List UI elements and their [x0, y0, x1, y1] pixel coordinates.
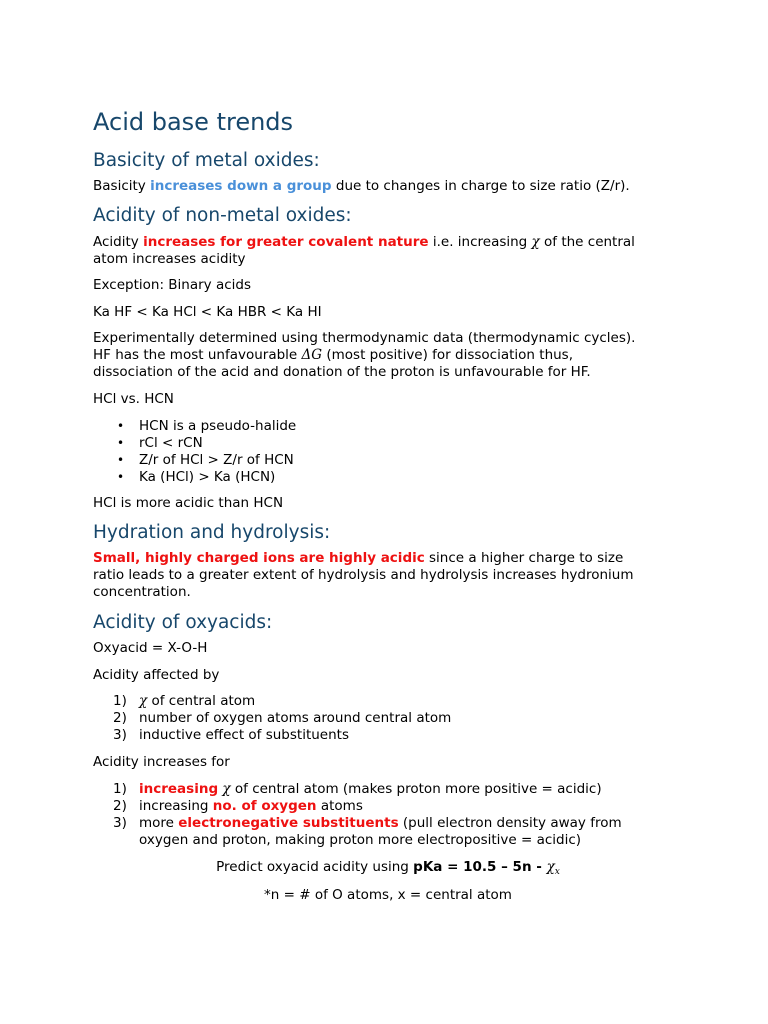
text: concentration.	[93, 584, 191, 600]
paragraph-oxyacid-definition: Oxyacid = X-O-H	[93, 640, 208, 656]
chi-symbol: χ	[546, 859, 555, 875]
numbered-list-factors	[93, 693, 683, 744]
list-item	[93, 469, 683, 486]
paragraph-hcl-vs-hcn: HCl vs. HCN	[93, 391, 174, 407]
paragraph-acidity-increases: Acidity increases for	[93, 754, 230, 770]
list-number: 1)	[113, 693, 127, 709]
formula-note: *n = # of O atoms, x = central atom	[264, 887, 512, 903]
text: atoms	[316, 798, 363, 814]
bullet-list	[93, 418, 683, 486]
highlight-text: increases down a group	[150, 178, 332, 194]
text: HF has the most unfavourable	[93, 347, 302, 363]
list-item	[93, 727, 683, 744]
text: (pull electron density away from	[398, 815, 622, 831]
chi-symbol: χ	[531, 234, 540, 250]
text: i.e. increasing	[428, 234, 532, 250]
text: Z/r of HCl > Z/r of HCN	[139, 452, 294, 468]
text: number of oxygen atoms around central atom	[139, 710, 452, 726]
page-title: Acid base trends	[93, 108, 294, 136]
text: Predict oxyacid acidity using	[216, 859, 414, 875]
subscript: x	[554, 867, 560, 877]
list-item	[93, 452, 683, 469]
text: Ka (HCl) > Ka (HCN)	[139, 469, 276, 485]
paragraph-acidity-affected: Acidity affected by	[93, 667, 220, 683]
text: ratio leads to a greater extent of hydrolysis and hydrolysis increases hydronium	[93, 567, 634, 583]
paragraph-basicity	[93, 178, 683, 195]
highlight-text: electronegative substituents	[178, 815, 399, 831]
text: due to changes in charge to size ratio (Z/r).	[331, 178, 630, 194]
text: oxygen and proton, making proton more electropositive = acidic)	[139, 832, 582, 848]
bullet-icon: •	[117, 453, 125, 467]
numbered-list-increases	[93, 781, 683, 849]
chi-symbol: χ	[222, 781, 231, 797]
bullet-icon: •	[117, 436, 125, 450]
bullet-icon: •	[117, 470, 125, 484]
text: of the central	[539, 234, 635, 250]
highlight-text: increasing	[139, 781, 219, 797]
text: (most positive) for dissociation thus,	[322, 347, 574, 363]
paragraph-ka-order: Ka HF < Ka HCl < Ka HBR < Ka HI	[93, 304, 322, 320]
text: atom increases acidity	[93, 251, 246, 267]
text: rCl < rCN	[139, 435, 203, 451]
text: increasing	[139, 798, 213, 814]
formula-line	[93, 859, 683, 881]
heading-acidity-oxyacids: Acidity of oxyacids:	[93, 612, 273, 633]
list-item	[93, 710, 683, 727]
text: inductive effect of substituents	[139, 727, 349, 743]
paragraph-acidity-covalent	[93, 234, 683, 268]
formula: pKa = 10.5 – 5n -	[413, 859, 547, 875]
list-number: 3)	[113, 815, 127, 831]
heading-hydration-hydrolysis: Hydration and hydrolysis:	[93, 522, 331, 543]
list-item	[93, 435, 683, 452]
paragraph-thermodynamic	[93, 330, 683, 381]
list-number: 2)	[113, 798, 127, 814]
list-item	[93, 798, 683, 815]
paragraph-hcl-conclusion: HCl is more acidic than HCN	[93, 495, 284, 511]
text: Basicity	[93, 178, 151, 194]
list-item	[93, 815, 683, 849]
text: Acidity	[93, 234, 144, 250]
paragraph-hydrolysis	[93, 550, 683, 601]
text: more	[139, 815, 179, 831]
list-item	[93, 418, 683, 435]
text: dissociation of the acid and donation of the proton is unfavourable for HF.	[93, 364, 591, 380]
heading-acidity-non-metal-oxides: Acidity of non-metal oxides:	[93, 205, 352, 226]
delta-g-symbol: ΔG	[301, 347, 323, 363]
bullet-icon: •	[117, 419, 125, 433]
highlight-text: Small, highly charged ions are highly acidic	[93, 550, 425, 566]
list-item	[93, 693, 683, 710]
text: since a higher charge to size	[424, 550, 624, 566]
text: Experimentally determined using thermodynamic data (thermodynamic cycles).	[93, 330, 636, 346]
heading-basicity-metal-oxides: Basicity of metal oxides:	[93, 150, 320, 171]
highlight-text: no. of oxygen	[212, 798, 317, 814]
list-number: 3)	[113, 727, 127, 743]
list-number: 1)	[113, 781, 127, 797]
text: HCN is a pseudo-halide	[139, 418, 297, 434]
paragraph-exception: Exception: Binary acids	[93, 277, 251, 293]
list-number: 2)	[113, 710, 127, 726]
list-item	[93, 781, 683, 798]
highlight-text: increases for greater covalent nature	[143, 234, 429, 250]
chi-symbol: χ	[139, 693, 148, 709]
text: of central atom	[147, 693, 256, 709]
text: of central atom (makes proton more positive = acidic)	[230, 781, 602, 797]
